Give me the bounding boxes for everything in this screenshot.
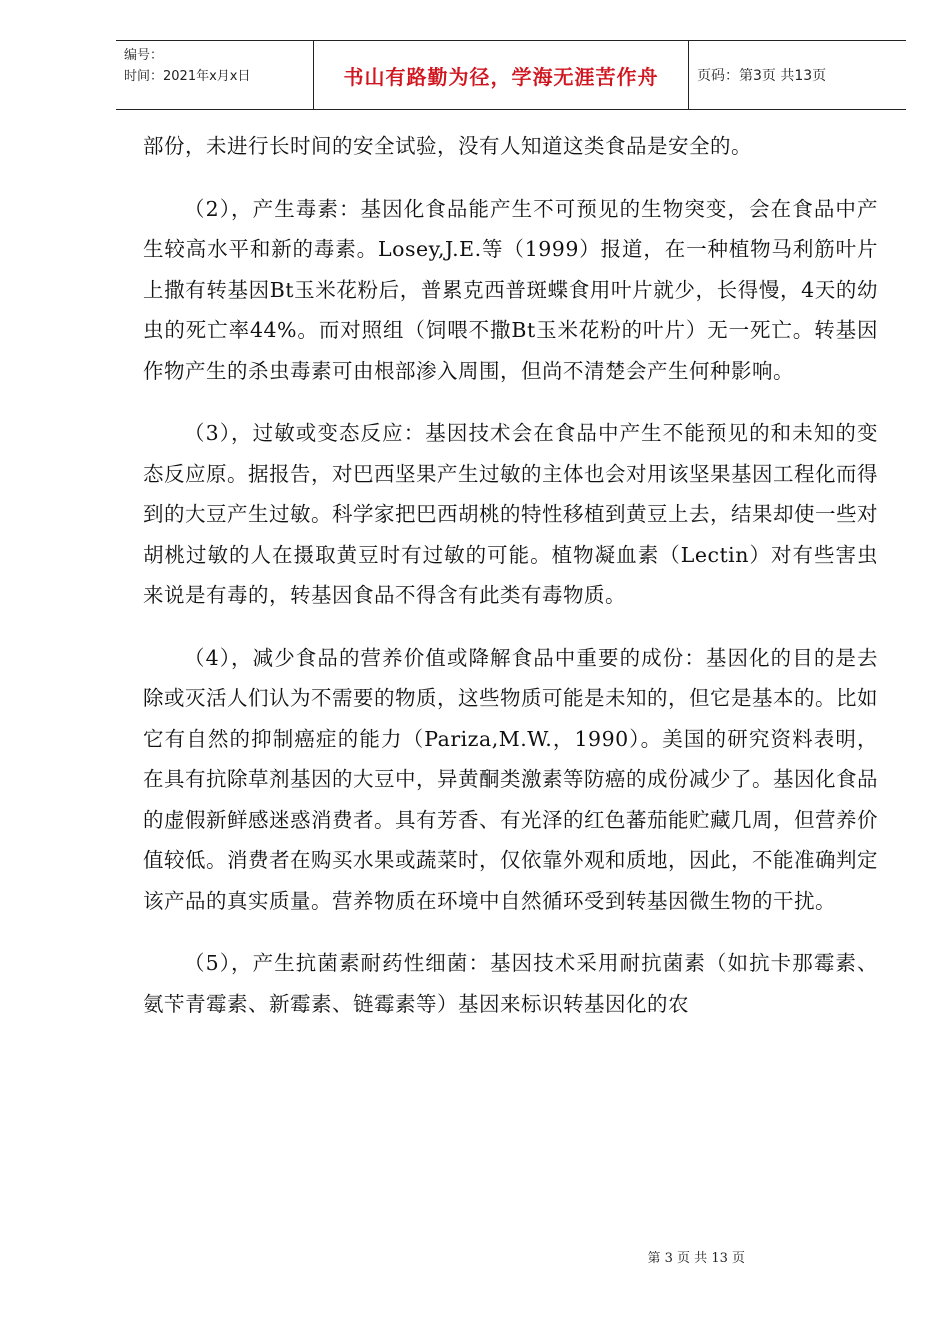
- document-number-label: 编号：: [124, 48, 164, 63]
- document-time-label: 时间：2021年x月x日: [124, 69, 251, 84]
- paragraph-continuation: 部份，未进行长时间的安全试验，没有人知道这类食品是安全的。: [143, 134, 752, 158]
- header-motto: 书山有路勤为径，学海无涯苦作舟: [314, 41, 689, 109]
- paragraph-allergy: （3），过敏或变态反应：基因技术会在食品中产生不能预见的和未知的变态反应原。据报告，对巴西坚果产生过敏的主体也会对用该坚果基因工程化而得到的大豆产生过敏。科学家把巴西胡桃的特性移植到黄豆上去，结果却使一些对胡桃过敏的人在摄取黄豆时有过敏的可能。植物凝血素（Lectin）对有些害虫来说是有毒的，转基因食品不得含有此类有毒物质。: [143, 421, 878, 607]
- header-meta: [116, 41, 314, 109]
- header-page-number: 页码：第3页 共13页: [697, 68, 827, 84]
- paragraph-nutrition: （4），减少食品的营养价值或降解食品中重要的成份：基因化的目的是去除或灭活人们认为不需要的物质，这些物质可能是未知的，但它是基本的。比如它有自然的抑制癌症的能力（Pariza,M.W.，1990）。美国的研究资料表明，在具有抗除草剂基因的大豆中，异黄酮类激素等防癌的成份减少了。基因化食品的虚假新鲜感迷惑消费者。具有芳香、有光泽的红色蕃茄能贮藏几周，但营养价值较低。消费者在购买水果或蔬菜时，仅依靠外观和质地，因此，不能准确判定该产品的真实质量。营养物质在环境中自然循环受到转基因微生物的干扰。: [143, 645, 878, 913]
- paragraph-toxins: （2），产生毒素：基因化食品能产生不可预见的生物突变，会在食品中产生较高水平和新的毒素。Losey,J.E.等（1999）报道，在一种植物马利筋叶片上撒有转基因Bt玉米花粉后，普累克西普斑蝶食用叶片就少，长得慢，4天的幼虫的死亡率44%。而对照组（饲喂不撒Bt玉米花粉的叶片）无一死亡。转基因作物产生的杀虫毒素可由根部渗入周围，但尚不清楚会产生何种影响。: [143, 196, 878, 383]
- paragraph-antibiotic-resistance: （5），产生抗菌素耐药性细菌：基因技术采用耐抗菌素（如抗卡那霉素、氨苄青霉素、新霉素、链霉素等）基因来标识转基因化的农: [143, 951, 878, 1016]
- page-footer: [0, 1247, 950, 1266]
- footer-page-number: 第 3 页 共 13 页: [647, 1251, 745, 1266]
- document-body: [143, 126, 878, 1024]
- page-header: [116, 40, 906, 110]
